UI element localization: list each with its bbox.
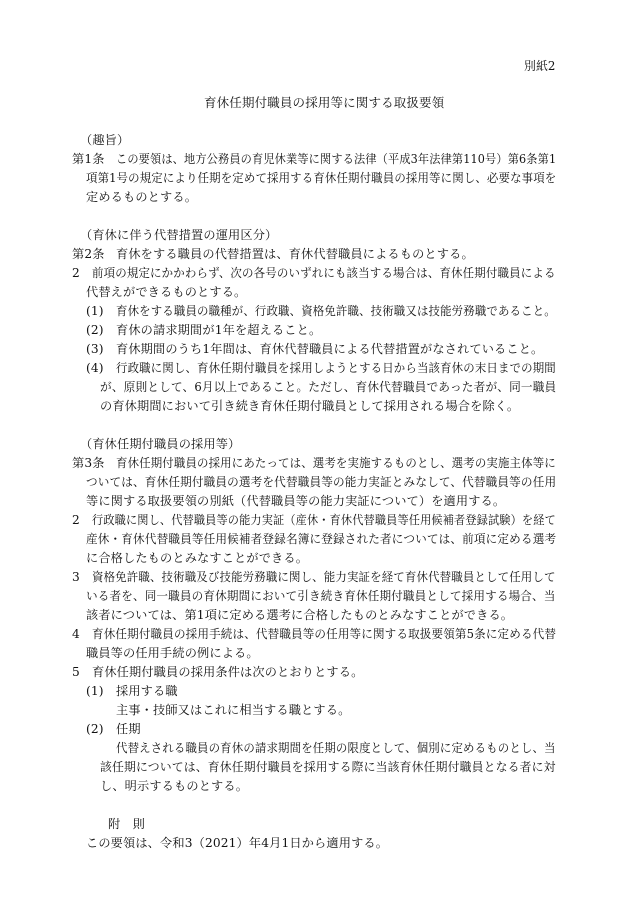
- condition-2-line-1: 代替えされる職員の育休の請求期間を任期の限度として、個別に定めるものとし、当: [116, 741, 556, 755]
- item-4-line-2: が、原則として、6月以上であること。ただし、育休代替職員であった者が、同一職員: [100, 380, 557, 394]
- document-title: 育休任期付職員の採用等に関する取扱要領: [204, 95, 445, 110]
- article-3-para-3-number: 3: [72, 570, 80, 584]
- article-2-para-2-line-1: 前項の規定にかかわらず、次の各号のいずれにも該当する場合は、育休任期付職員による: [92, 266, 556, 280]
- item-4-number: (4): [86, 361, 104, 375]
- article-2-number: 第2条: [72, 247, 105, 261]
- condition-1-label: 採用する職: [116, 684, 178, 698]
- condition-1-number: (1): [86, 684, 104, 698]
- item-4-line-1: 行政職に関し、育休任期付職員を採用しようとする日から当該育休の末日までの期間: [116, 361, 556, 375]
- section-heading-substitute: （育休に伴う代替措置の運用区分）: [80, 228, 278, 242]
- article-3-number: 第3条: [72, 456, 105, 470]
- condition-2-line-3: し、明示するものとする。: [100, 779, 249, 793]
- article-3-para-3-line-3: 該者については、第1項に定める選考に合格したものとみなすことができる。: [86, 608, 514, 622]
- article-3-para-2-line-1: 行政職に関し、代替職員等の能力実証（産休・育休代替職員等任用候補者登録試験）を経て: [92, 513, 556, 527]
- condition-2-number: (2): [86, 722, 104, 736]
- item-3-number: (3): [86, 342, 104, 356]
- article-3-para-2-number: 2: [72, 513, 80, 527]
- article-3-para-4-line-1: 育休任期付職員の採用手続は、代替職員等の任用等に関する取扱要領第5条に定める代替: [92, 627, 557, 641]
- article-1-number: 第1条: [72, 152, 105, 166]
- article-3-para-5-number: 5: [72, 665, 80, 679]
- article-3-para-3-line-2: いる者を、同一職員の育休期間において引き続き育休任期付職員として採用する場合、当: [86, 589, 556, 603]
- article-1-line-3: 定めるものとする。: [86, 190, 198, 204]
- item-2-number: (2): [86, 323, 104, 337]
- article-3-para-5-line-1: 育休任期付職員の採用条件は次のとおりとする。: [92, 665, 364, 679]
- article-3-para-4-line-2: 職員等の任用手続の例による。: [86, 646, 259, 660]
- article-3-para-2-line-3: に合格したものとみなすことができる。: [86, 551, 309, 565]
- article-3-line-1: 育休任期付職員の採用にあたっては、選考を実施するものとし、選考の実施主体等に: [116, 456, 556, 470]
- supplementary-line: この要領は、令和3（2021）年4月1日から適用する。: [86, 836, 389, 850]
- item-3-line-1: 育休期間のうち1年間は、育休代替職員による代替措置がなされていること。: [116, 342, 544, 356]
- article-3-line-3: 等に関する取扱要領の別紙（代替職員等の能力実証について）を適用する。: [86, 494, 506, 508]
- section-heading-hiring: （育休任期付職員の採用等）: [80, 437, 241, 451]
- condition-2-label: 任期: [116, 722, 141, 736]
- supplementary-heading: 附 則: [108, 817, 146, 831]
- article-1-line-2: 項第1号の規定により任期を定めて採用する育休任期付職員の採用等に関し、必要な事項を: [86, 171, 557, 185]
- condition-1-line-1: 主事・技師又はこれに相当する職とする。: [116, 703, 351, 717]
- article-1-line-1: この要領は、地方公務員の育児休業等に関する法律（平成3年法律第110号）第6条第1: [116, 152, 557, 166]
- item-1-number: (1): [86, 304, 104, 318]
- attachment-label: 別紙2: [524, 59, 556, 73]
- item-2-line-1: 育休の請求期間が1年を超えること。: [116, 323, 322, 337]
- item-1-line-1: 育休をする職員の職種が、行政職、資格免許職、技術職又は技能労務職であること。: [116, 304, 556, 318]
- item-4-line-3: の育休期間において引き続き育休任期付職員として採用される場合を除く。: [100, 399, 520, 413]
- article-3-para-3-line-1: 資格免許職、技術職及び技能労務職に関し、能力実証を経て育休代替職員として任用して: [92, 570, 556, 584]
- section-heading-purpose: （趣旨）: [80, 133, 130, 147]
- article-2-para-2-line-2: 代替えができるものとする。: [86, 285, 247, 299]
- article-3-para-2-line-2: 産休・育休代替職員等任用候補者登録名簿に登録された者については、前項に定める選考: [86, 532, 557, 546]
- article-2-para-2-number: 2: [72, 266, 80, 280]
- article-3-line-2: ついては、育休任期付職員の選考を代替職員等の能力実証とみなして、代替職員等の任用: [86, 475, 557, 489]
- article-2-line: 育休をする職員の代替措置は、育休代替職員によるものとする。: [116, 247, 474, 261]
- condition-2-line-2: 該任期については、育休任期付職員を採用する際に当該育休任期付職員となる者に対: [100, 760, 556, 774]
- article-3-para-4-number: 4: [72, 627, 80, 641]
